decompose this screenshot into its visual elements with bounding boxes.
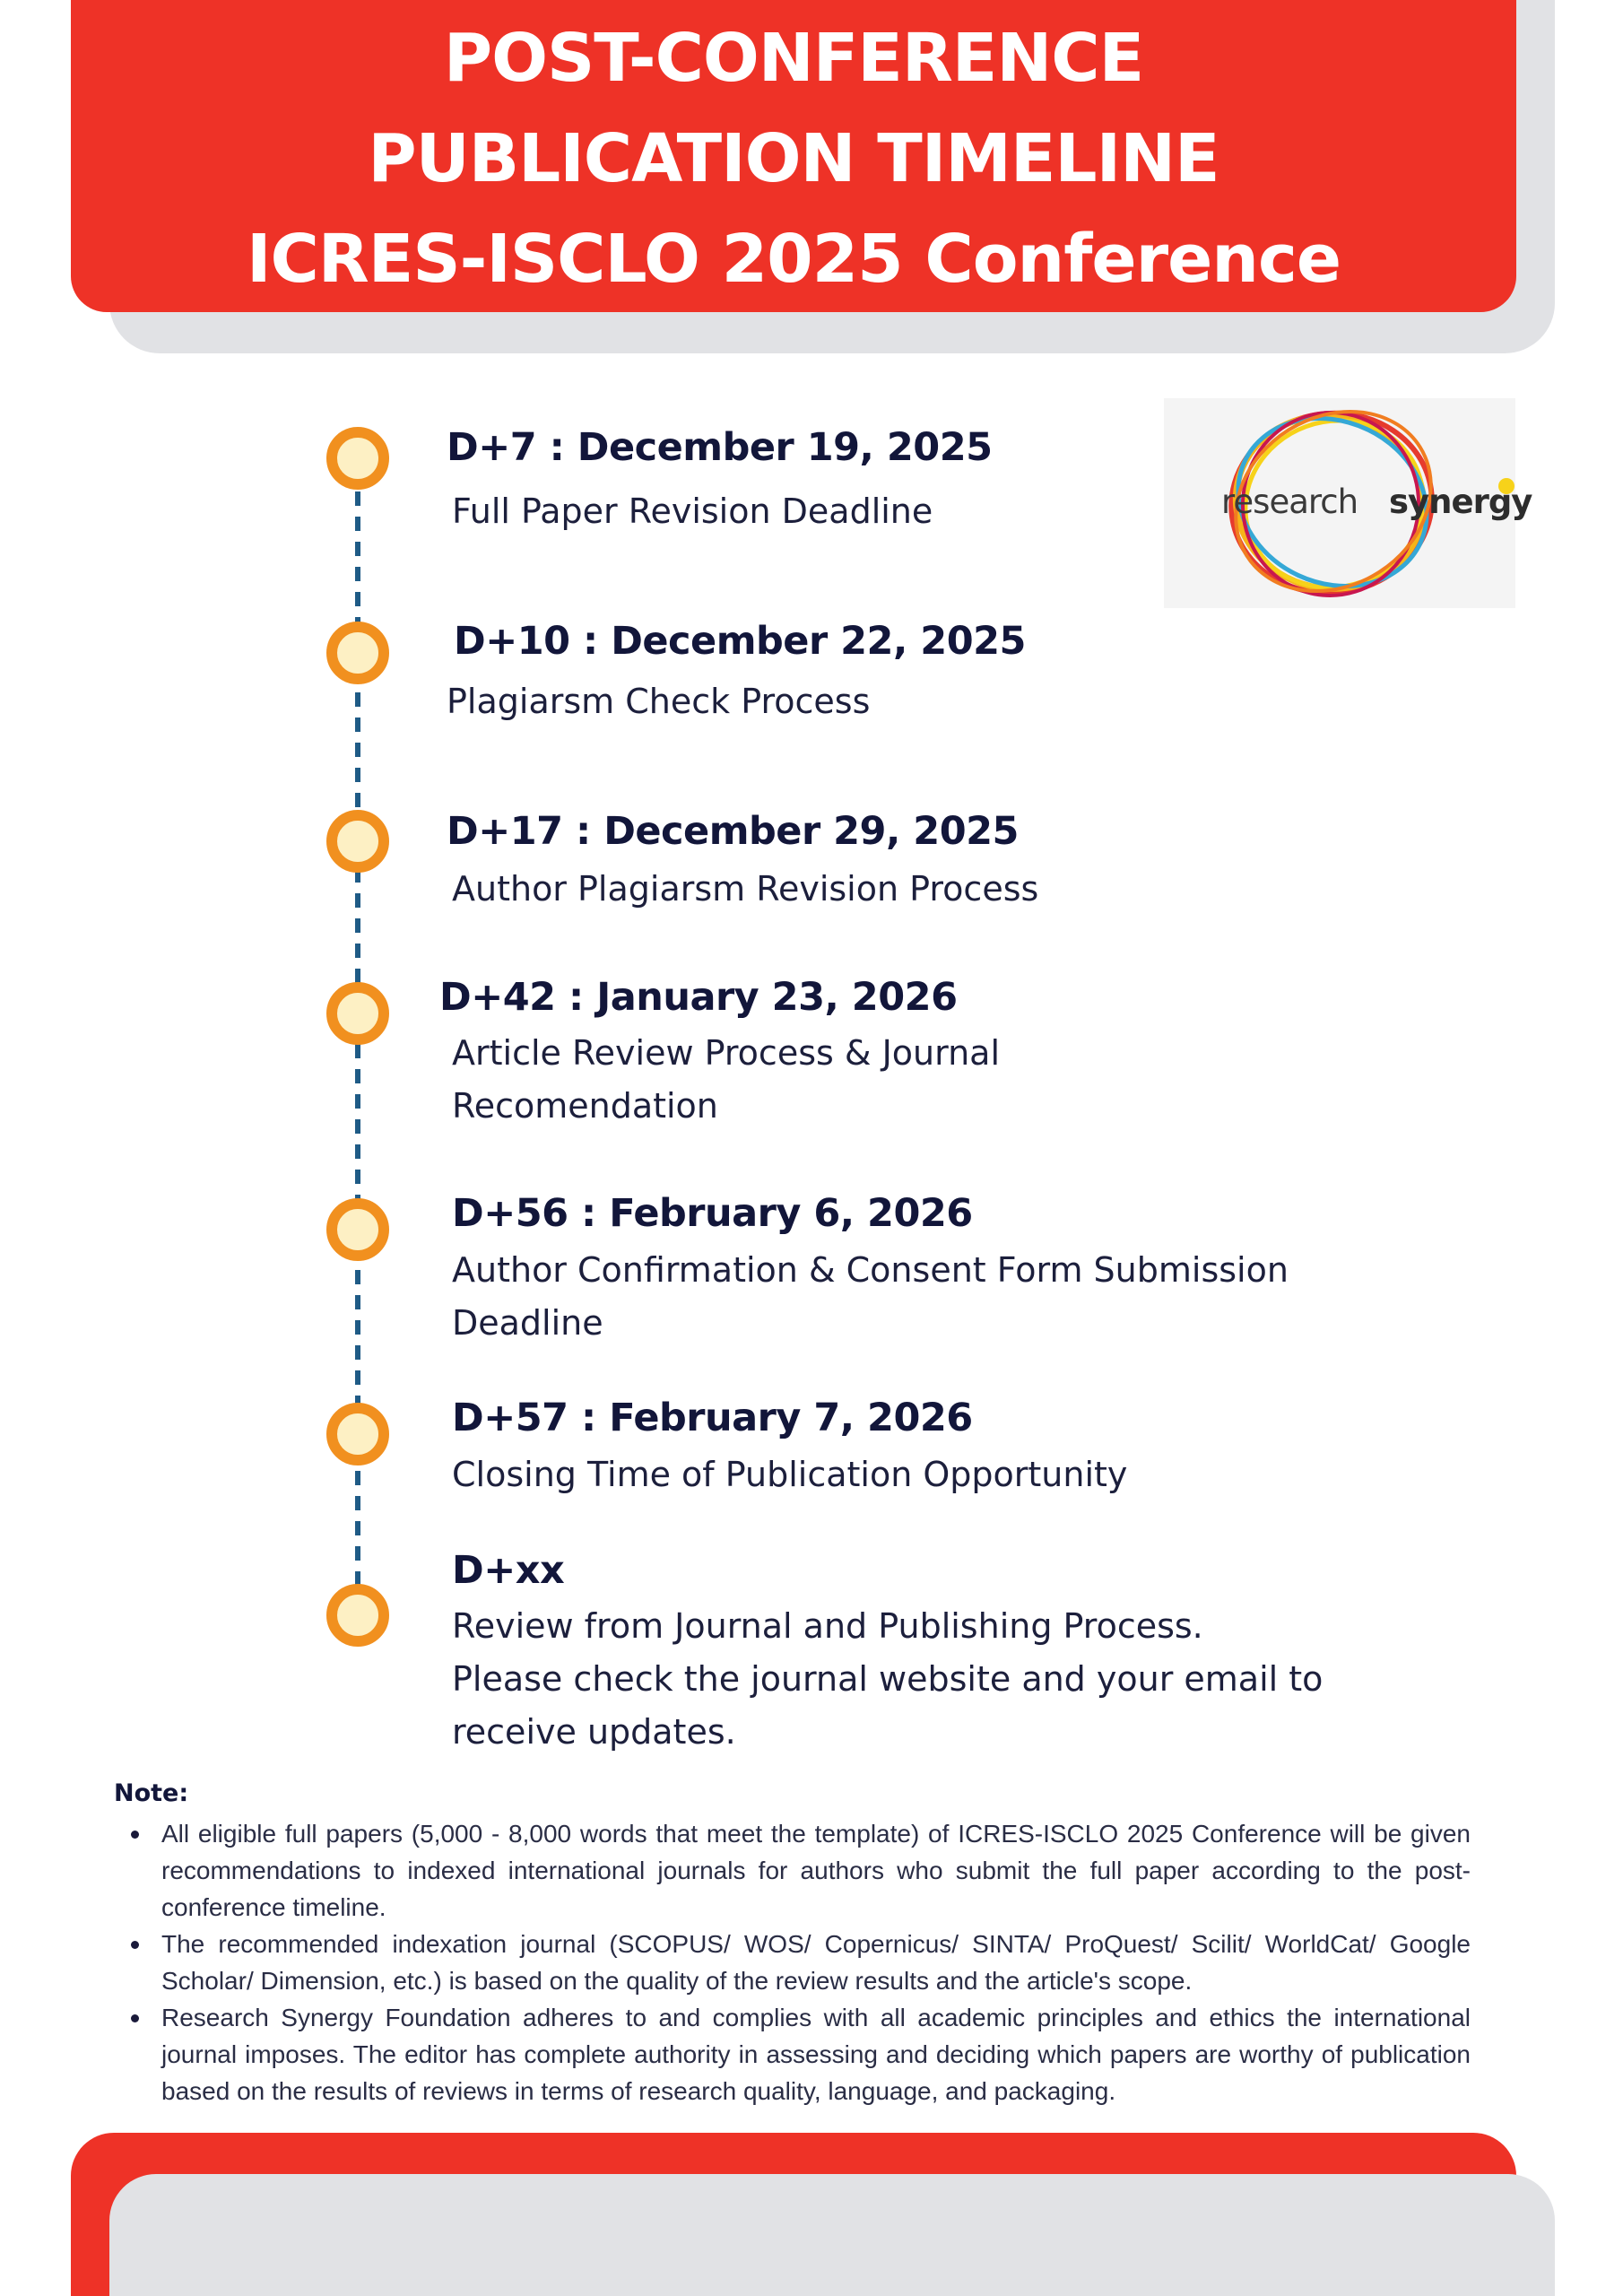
event-desc-5b: Deadline (452, 1303, 603, 1343)
event-desc-3: Author Plagiarsm Revision Process (452, 869, 1039, 909)
note-list (131, 1815, 1471, 2109)
event-desc-2: Plagiarsm Check Process (447, 682, 871, 721)
event-desc-5a: Author Confirmation & Consent Form Submission (452, 1250, 1289, 1290)
event-date-6: D+57 : February 7, 2026 (452, 1396, 973, 1440)
event-desc-7b: Please check the journal website and your email to (452, 1659, 1324, 1699)
timeline-dot-icon (326, 1584, 389, 1647)
logo-word-synergy: synergy (1389, 483, 1532, 521)
note-item: Research Synergy Foundation adheres to and complies with all academic principles and ethics the international journal imposes. The editor has complete authority in assessing and deciding which papers are worthy of publication based on the results of reviews in terms of research quality, language, and packaging. (131, 1999, 1471, 2109)
footer-panel (109, 2174, 1555, 2296)
logo-word-research: research (1221, 483, 1358, 521)
event-desc-6: Closing Time of Publication Opportunity (452, 1455, 1128, 1494)
event-date-7: D+xx (452, 1548, 565, 1593)
header-banner (71, 0, 1516, 312)
event-date-1: D+7 : December 19, 2025 (447, 425, 993, 470)
event-desc-4a: Article Review Process & Journal (452, 1033, 1001, 1073)
research-synergy-logo (1164, 398, 1532, 608)
timeline-dot-icon (326, 1403, 389, 1465)
timeline-dot-icon (326, 427, 389, 490)
timeline-dot-icon (326, 622, 389, 684)
note-item: All eligible full papers (5,000 - 8,000 words that meet the template) of ICRES-ISCLO 2025 Conference will be given recommendations to indexed international journals for authors who submit the full paper according to the post-conference timeline. (131, 1815, 1471, 1926)
event-desc-1: Full Paper Revision Deadline (452, 491, 933, 531)
timeline-dot-icon (326, 982, 389, 1045)
timeline-dot-icon (326, 810, 389, 873)
title-line-3: ICRES-ISCLO 2025 Conference (246, 221, 1341, 298)
event-date-5: D+56 : February 6, 2026 (452, 1191, 973, 1236)
event-date-3: D+17 : December 29, 2025 (447, 809, 1019, 854)
note-title: Note: (114, 1779, 189, 1807)
event-desc-4b: Recomendation (452, 1086, 718, 1126)
event-date-2: D+10 : December 22, 2025 (454, 619, 1026, 664)
event-desc-7a: Review from Journal and Publishing Process. (452, 1606, 1203, 1646)
event-desc-7c: receive updates. (452, 1712, 736, 1752)
note-item: The recommended indexation journal (SCOPUS/ WOS/ Copernicus/ SINTA/ ProQuest/ Scilit/ WorldCat/ Google Scholar/ Dimension, etc.) is based on the quality of the review results and the article's scope. (131, 1926, 1471, 1999)
timeline-dot-icon (326, 1198, 389, 1261)
title-line-1: POST-CONFERENCE (443, 20, 1144, 97)
event-date-4: D+42 : January 23, 2026 (439, 975, 958, 1020)
title-line-2: PUBLICATION TIMELINE (368, 120, 1219, 197)
